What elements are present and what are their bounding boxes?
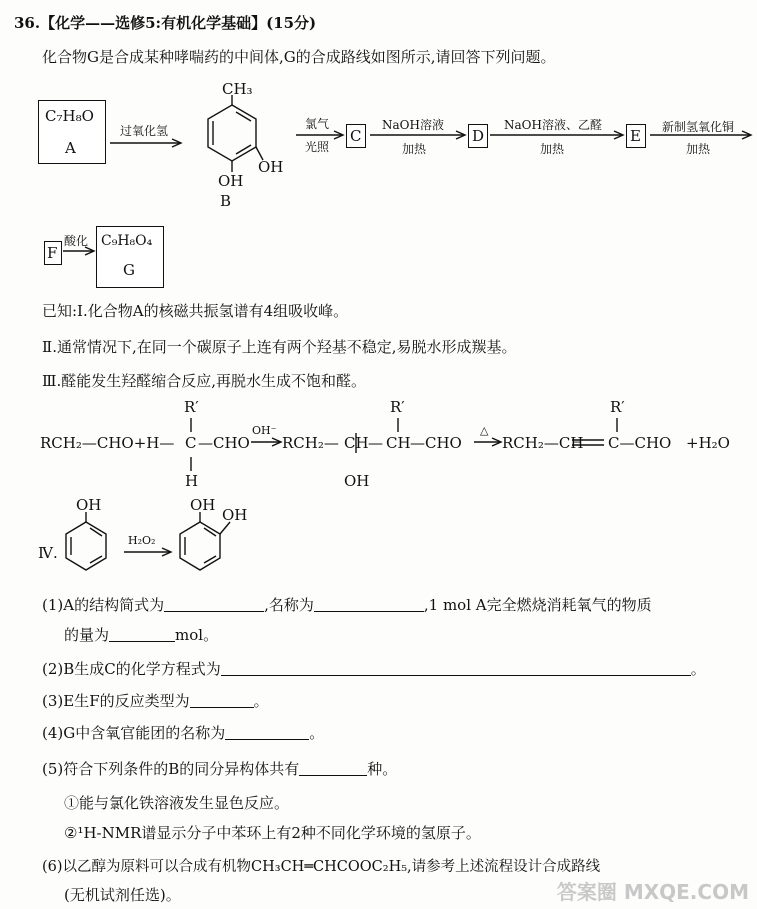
compound-g-label: G [123, 261, 135, 279]
q1-blank-structure[interactable] [164, 597, 264, 612]
compound-b-oh2: OH [218, 172, 244, 190]
compound-d-label: D [472, 127, 485, 145]
question-1 [42, 594, 652, 615]
eq-rprime-1: R′ [184, 398, 199, 416]
question-1-cont [64, 624, 218, 645]
arrow3-condition: 加热 [402, 142, 427, 156]
catechol-oh2: OH [222, 506, 248, 524]
eq-product: RCH₂—CH [502, 434, 584, 452]
known-ii: Ⅱ.通常情况下,在同一个碳原子上连有两个羟基不稳定,易脱水形成羰基。 [42, 338, 517, 356]
arrow4-condition: 加热 [540, 142, 565, 156]
q5-blank-count[interactable] [299, 761, 367, 776]
arrow2-condition: 光照 [305, 140, 330, 154]
compound-b-ch3: CH₃ [222, 80, 253, 98]
eq-delta: △ [480, 424, 489, 437]
compound-a-label: A [65, 139, 76, 157]
question-5 [42, 758, 397, 779]
eq-h: H [185, 472, 199, 490]
arrow1-reagent: 过氧化氢 [120, 124, 169, 138]
q1-part-b: ,名称为 [264, 596, 314, 614]
q1-part-a: (1)A的结构简式为 [42, 596, 165, 614]
q3-blank-type[interactable] [190, 693, 254, 708]
question-5-cond-1: ①能与氯化铁溶液发生显色反应。 [64, 794, 290, 812]
compound-g-formula: C₉H₈O₄ [101, 233, 153, 249]
eq-oh: OH [344, 472, 370, 490]
arrow4-reagent: NaOH溶液、乙醛 [504, 118, 602, 132]
q1-blank-name[interactable] [314, 597, 424, 612]
compound-b-label: B [220, 192, 232, 210]
eq-carbon: C [185, 434, 197, 452]
question-4 [42, 722, 324, 743]
question-2 [42, 658, 706, 679]
arrow3-reagent: NaOH溶液 [382, 118, 444, 132]
q1-part-e: mol。 [175, 626, 219, 644]
q4-text: (4)G中含氧官能团的名称为 [42, 724, 226, 742]
compound-a-formula: C₇H₈O [45, 107, 94, 125]
eq-cho1: —CHO [198, 434, 250, 452]
eq-reactant: RCH₂—CHO+H— [40, 434, 175, 452]
question-5-cond-2: ②¹H-NMR谱显示分子中苯环上有2种不同化学环境的氢原子。 [64, 824, 481, 842]
question-6-cont: (无机试剂任选)。 [64, 886, 181, 904]
q4-end: 。 [309, 724, 325, 742]
q4-blank-group[interactable] [225, 725, 309, 740]
q2-text: (2)B生成C的化学方程式为 [42, 660, 221, 678]
known-iv-label: Ⅳ. [38, 544, 58, 562]
known-iii: Ⅲ.醛能发生羟醛缩合反应,再脱水生成不饱和醛。 [42, 372, 367, 390]
q2-end: 。 [690, 660, 706, 678]
eq-ch2: CH [386, 434, 411, 452]
q2-blank-equation[interactable] [221, 661, 691, 676]
eq-cho2: —CHO [410, 434, 462, 452]
eq-product-end: C—CHO [608, 434, 672, 452]
eq-rprime-2: R′ [390, 398, 405, 416]
q3-text: (3)E生F的反应类型为 [42, 692, 190, 710]
iv-reagent: H₂O₂ [128, 534, 156, 547]
eq-water: +H₂O [686, 434, 730, 452]
q5-text: (5)符合下列条件的B的同分异构体共有 [42, 760, 300, 778]
arrow2-reagent: 氯气 [305, 117, 330, 131]
q1-part-d: 的量为 [64, 626, 110, 644]
q1-blank-amount[interactable] [109, 627, 175, 642]
q5-end: 种。 [367, 760, 398, 778]
phenol-oh: OH [76, 496, 102, 514]
compound-b-oh1: OH [258, 158, 284, 176]
compound-f-label: F [47, 244, 58, 262]
arrow5-condition: 加热 [686, 142, 711, 156]
question-title: 36.【化学——选修5:有机化学基础】(15分) [14, 14, 317, 32]
compound-e-label: E [630, 127, 641, 145]
q1-part-c: ,1 mol A完全燃烧消耗氧气的物质 [423, 596, 652, 614]
eq-ch: CH [344, 434, 369, 452]
known-i: 已知:Ⅰ.化合物A的核磁共振氢谱有4组吸收峰。 [42, 302, 349, 320]
question-intro: 化合物G是合成某种哮喘药的中间体,G的合成路线如图所示,请回答下列问题。 [42, 48, 556, 66]
compound-c-label: C [350, 127, 362, 145]
eq-dash: — [368, 434, 383, 452]
eq-oh-minus: OH⁻ [252, 424, 277, 437]
eq-intermediate: RCH₂— [282, 434, 339, 452]
eq-rprime-3: R′ [610, 398, 625, 416]
arrow6-reagent: 酸化 [64, 234, 89, 248]
question-6: (6)以乙醇为原料可以合成有机物CH₃CH═CHCOOC₂H₅,请参考上述流程设计合成路线 [42, 859, 601, 875]
watermark: 答案圈 MXQE.COM [556, 880, 749, 904]
catechol-oh1: OH [190, 496, 216, 514]
q3-end: 。 [253, 692, 269, 710]
question-3 [42, 690, 269, 711]
arrow5-reagent: 新制氢氧化铜 [662, 120, 735, 134]
